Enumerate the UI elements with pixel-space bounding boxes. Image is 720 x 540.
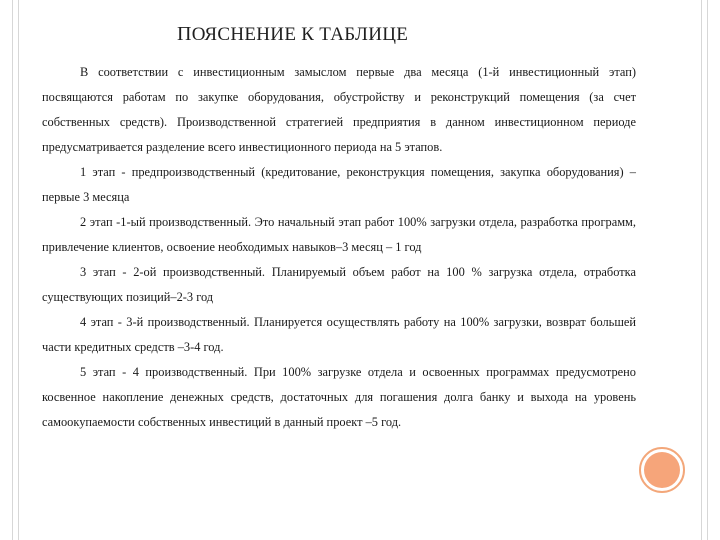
stage-3-paragraph: 3 этап - 2-ой производственный. Планируемый объем работ на 100 % загрузка отдела, отработка существующих позиций–2-3 год — [42, 265, 636, 304]
left-border-line-inner — [18, 0, 19, 540]
title-rest: ОЯСНЕНИЕ К ТАБЛИЦЕ — [191, 24, 409, 45]
left-border-line — [12, 0, 13, 540]
slide-title — [177, 23, 408, 46]
stage-5-paragraph: 5 этап - 4 производственный. При 100% загрузке отдела и освоенных программах предусмотрено косвенное накопление денежных средств, достаточных для погашения долга банку и выхода на уровень самоокупаемости собственных инвестиций в данный проект –5 год. — [42, 365, 636, 429]
stage-1-paragraph: 1 этап - предпроизводственный (кредитование, реконструкция помещения, закупка оборудования) –первые 3 месяца — [42, 165, 636, 204]
stage-2-paragraph: 2 этап -1-ый производственный. Это начальный этап работ 100% загрузки отдела, разработка программ, привлечение клиентов, освоение необходимых навыков–3 месяц – 1 год — [42, 215, 636, 254]
right-border-line-inner — [701, 0, 702, 540]
right-border-line — [707, 0, 708, 540]
stage-4-paragraph: 4 этап - 3-й производственный. Планируется осуществлять работу на 100% загрузки, возврат большей части кредитных средств –3-4 год. — [42, 315, 636, 354]
title-initial: П — [177, 23, 192, 45]
decorative-circle-icon — [644, 452, 680, 488]
explanation-text — [42, 60, 636, 435]
intro-paragraph: В соответствии с инвестиционным замыслом первые два месяца (1-й инвестиционный этап) посвящаются работам по закупке оборудования, обустройству и реконструкций помещения (за счет собственных средств). Производственной стратегией предприятия в данном инвестиционном периоде предусматривается разделение всего инвестиционного периода на 5 этапов. — [42, 65, 636, 154]
